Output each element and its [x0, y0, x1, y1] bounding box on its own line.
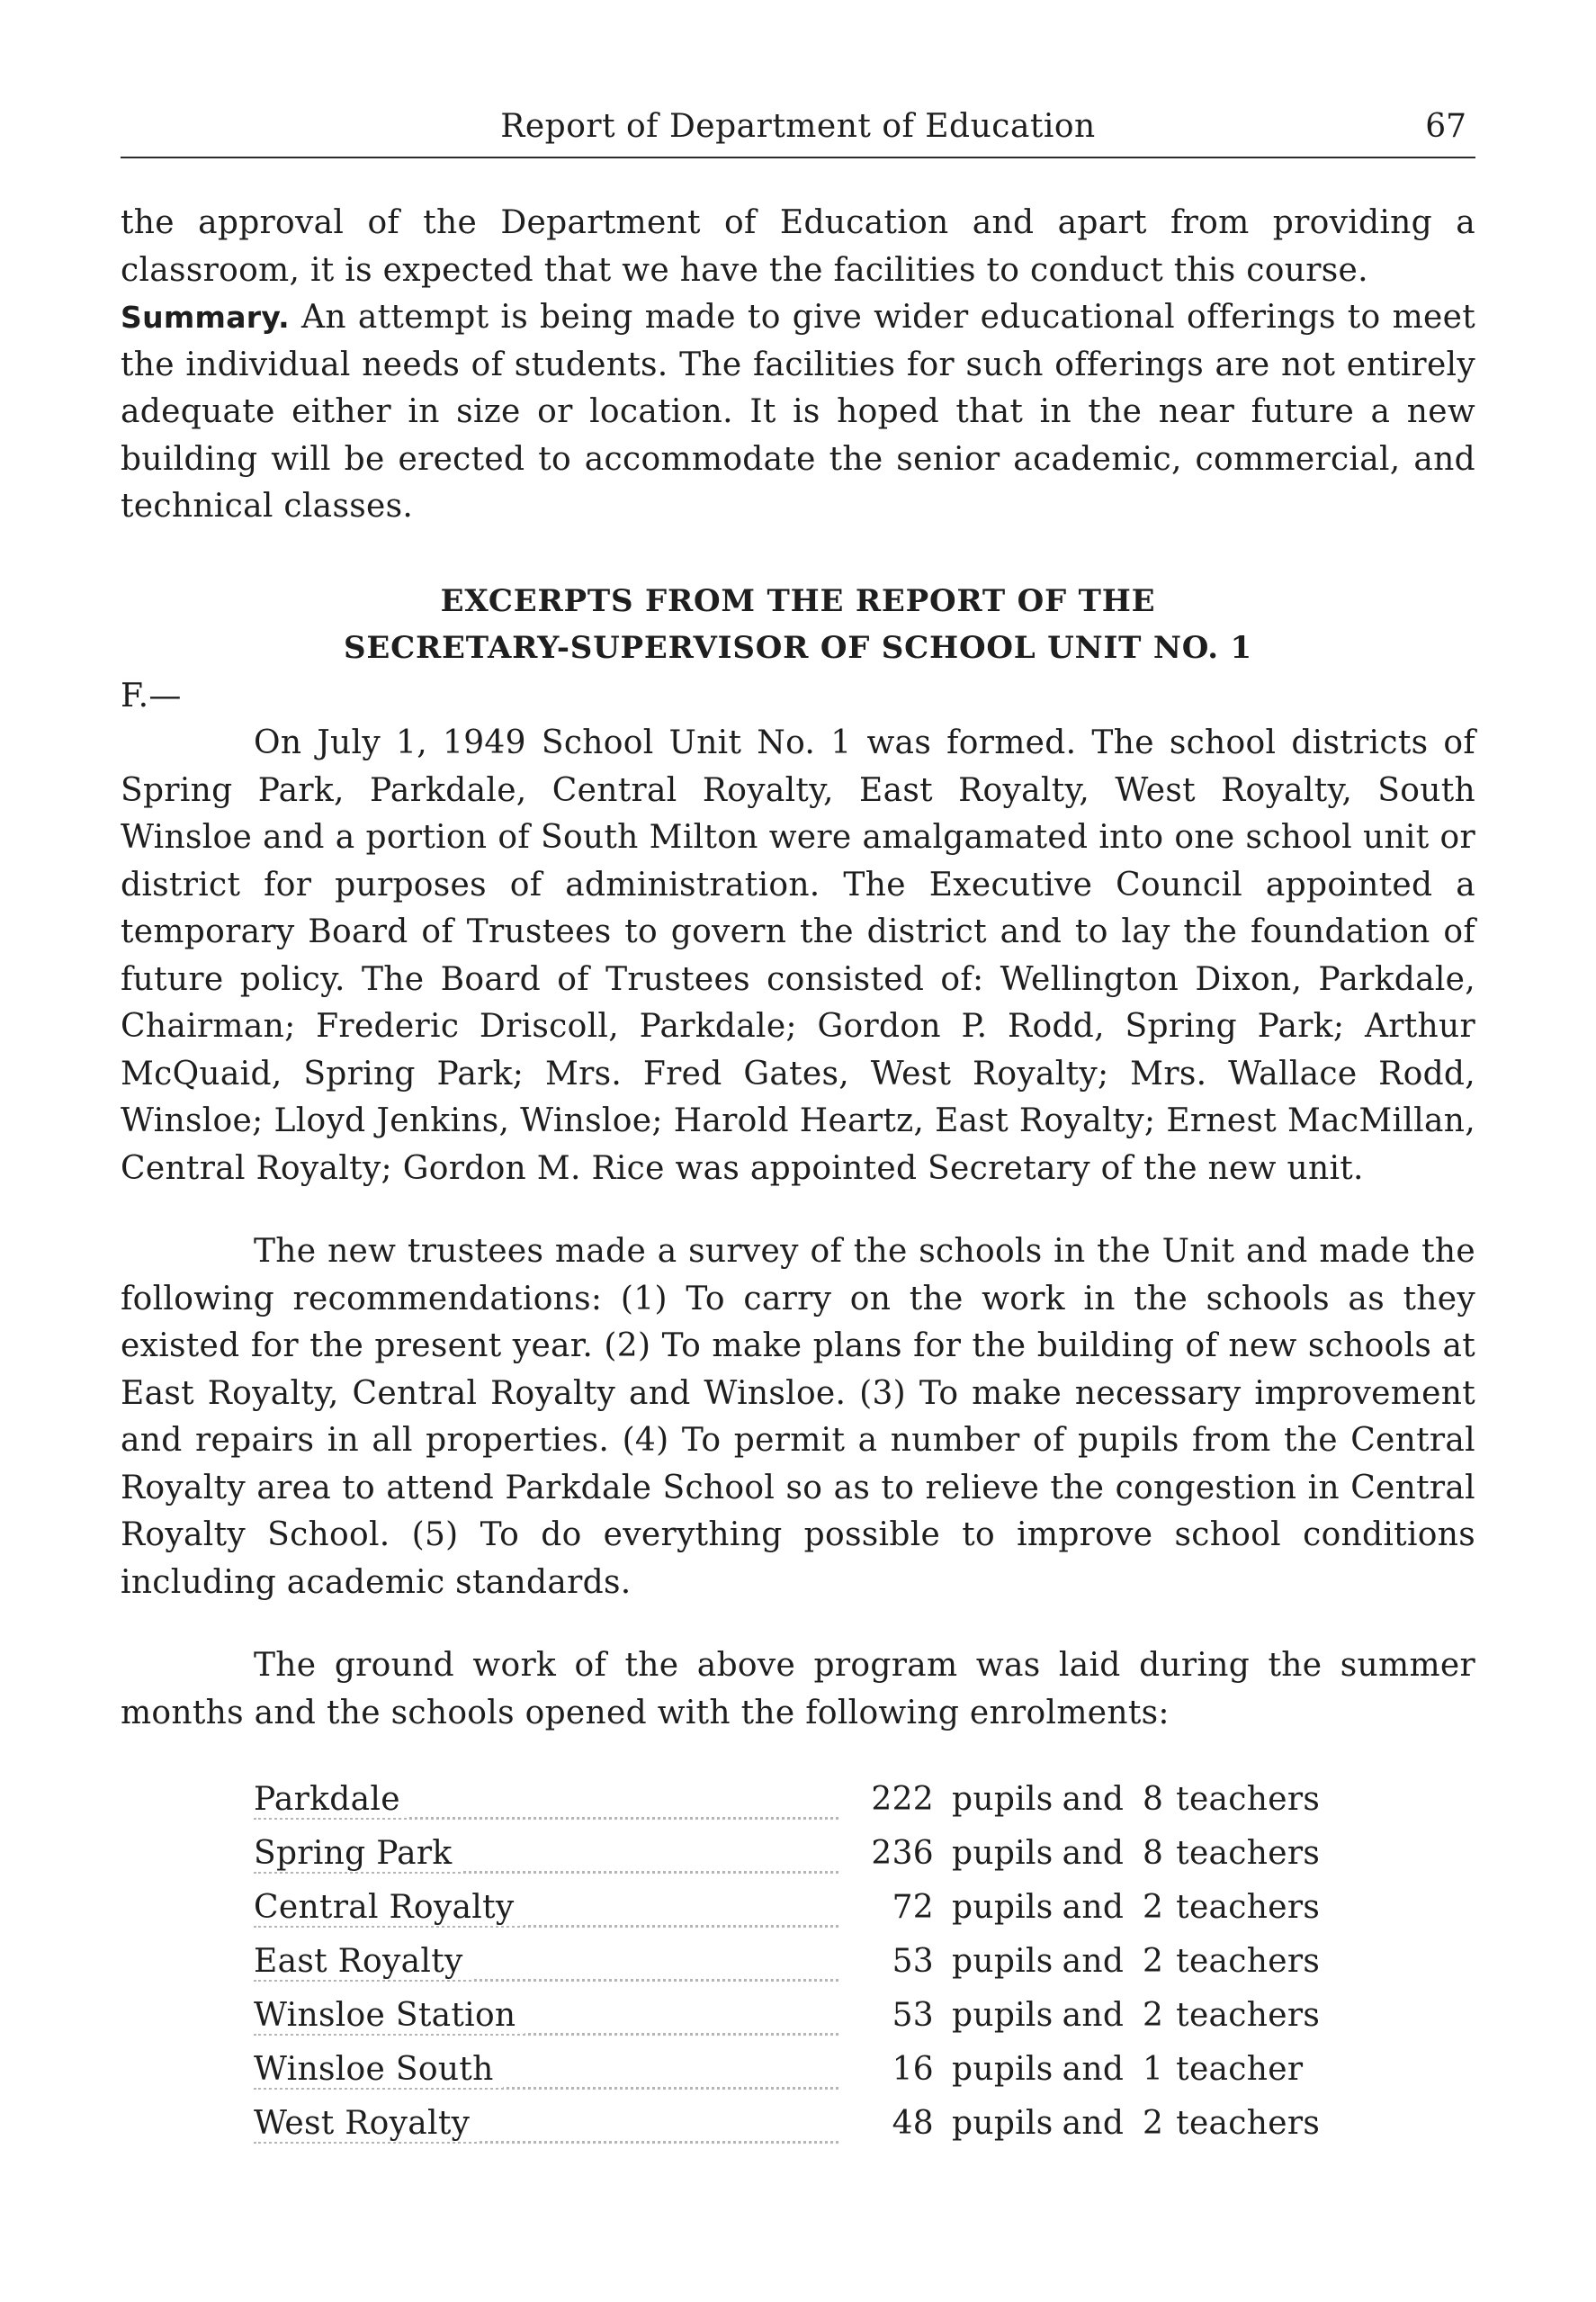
summary-label: Summary.: [121, 300, 290, 335]
teacher-count: 1: [1142, 2051, 1164, 2088]
pupil-count: 48: [892, 2105, 934, 2142]
teachers-word: teachers: [1176, 1997, 1321, 2034]
section-heading: [121, 578, 1475, 671]
school-name: Winsloe South: [254, 2051, 503, 2088]
teachers-word: teachers: [1176, 1835, 1321, 1872]
summary-text: An attempt is being made to give wider educational offerings to meet the individual needs of students. The facilities for such offerings are not entirely adequate either in size or location. It is hoped that in the near future a new building will be erected to accommodate the senior academic, commercial, and technical classes.: [121, 299, 1475, 525]
table-row: [254, 2046, 1320, 2100]
section-label: F.—: [121, 677, 182, 715]
school-name: Spring Park: [254, 1835, 462, 1872]
and-word: and: [1062, 1835, 1125, 1872]
teachers-word: teachers: [1176, 2105, 1321, 2142]
school-name: Central Royalty: [254, 1889, 524, 1926]
paragraph-recommendations: The new trustees made a survey of the schools in the Unit and made the following recommendations: (1) To carry on the work in the schools as they existed for the present year. (2) To make plans for the building of new schools at East Royalty, Central Royalty and Winsloe. (3) To make necessary improvement and repairs in all properties. (4) To permit a number of pupils from the Central Royalty area to attend Parkdale School so as to relieve the congestion in Central Royalty School. (5) To do everything possible to improve school conditions including academic standards.: [121, 1233, 1475, 1601]
school-cell: [254, 1992, 853, 2046]
school-cell: [254, 1938, 853, 1992]
teacher-count: 2: [1142, 1889, 1164, 1926]
pupils-word: pupils: [952, 1997, 1054, 2034]
enrolment-table: [254, 1776, 1320, 2154]
teacher-count: 8: [1142, 1781, 1164, 1818]
pupil-count: 53: [892, 1943, 934, 1980]
teachers-word: teachers: [1176, 1889, 1321, 1926]
pupils-word: pupils: [952, 2105, 1054, 2142]
teachers-word: teacher: [1176, 2051, 1304, 2088]
pupil-count: 236: [871, 1835, 934, 1872]
table-row: [254, 2100, 1320, 2154]
school-name: Parkdale: [254, 1781, 409, 1818]
pupils-word: pupils: [952, 1835, 1054, 1872]
paragraph-enrolments-intro: The ground work of the above program was laid during the summer months and the schools opened with the following enrolments:: [121, 1647, 1475, 1731]
pupil-count: 72: [892, 1889, 934, 1926]
table-row: [254, 1776, 1320, 1830]
page-body: [121, 200, 1475, 2154]
pupils-word: pupils: [952, 1781, 1054, 1818]
pupils-word: pupils: [952, 1889, 1054, 1926]
school-cell: [254, 1830, 853, 1884]
teacher-count: 2: [1142, 2105, 1164, 2142]
school-name: Winsloe Station: [254, 1997, 525, 2034]
running-header: [121, 106, 1475, 158]
school-name: West Royalty: [254, 2105, 479, 2142]
section-heading-line-2: SECRETARY-SUPERVISOR OF SCHOOL UNIT NO. 1: [344, 629, 1252, 666]
page-number: 67: [1425, 108, 1466, 145]
teachers-word: teachers: [1176, 1781, 1321, 1818]
and-word: and: [1062, 1781, 1125, 1818]
running-title: Report of Department of Education: [500, 108, 1096, 145]
pupil-count: 16: [892, 2051, 934, 2088]
teacher-count: 2: [1142, 1997, 1164, 2034]
and-word: and: [1062, 2105, 1125, 2142]
school-cell: [254, 2100, 853, 2154]
and-word: and: [1062, 1889, 1125, 1926]
pupil-count: 53: [892, 1997, 934, 2034]
and-word: and: [1062, 1997, 1125, 2034]
paragraph-unit-formed: On July 1, 1949 School Unit No. 1 was formed. The school districts of Spring Park, Parkdale, Central Royalty, East Royalty, West Royalty, South Winsloe and a portion of South Milton were amalgamated into one school unit or district for purposes of administration. The Executive Council appointed a temporary Board of Trustees to govern the district and to lay the foundation of future policy. The Board of Trustees consisted of: Wellington Dixon, Parkdale, Chairman; Frederic Driscoll, Parkdale; Gordon P. Rodd, Spring Park; Arthur McQuaid, Spring Park; Mrs. Fred Gates, West Royalty; Mrs. Wallace Rodd, Winsloe; Lloyd Jenkins, Winsloe; Harold Heartz, East Royalty; Ernest MacMillan, Central Royalty; Gordon M. Rice was appointed Secretary of the new unit.: [121, 724, 1475, 1187]
teachers-word: teachers: [1176, 1943, 1321, 1980]
table-row: [254, 1992, 1320, 2046]
school-cell: [254, 1776, 853, 1830]
school-cell: [254, 2046, 853, 2100]
school-name: East Royalty: [254, 1943, 472, 1980]
paragraph-continued: [121, 200, 1475, 531]
and-word: and: [1062, 1943, 1125, 1980]
pupils-word: pupils: [952, 1943, 1054, 1980]
teacher-count: 8: [1142, 1835, 1164, 1872]
teacher-count: 2: [1142, 1943, 1164, 1980]
pupil-count: 222: [871, 1781, 934, 1818]
and-word: and: [1062, 2051, 1125, 2088]
enrolment-table-body: [254, 1776, 1320, 2154]
paragraph-continued-text: the approval of the Department of Education and apart from providing a classroom, it is expected that we have the facilities to conduct this course.: [121, 204, 1475, 289]
pupils-word: pupils: [952, 2051, 1054, 2088]
table-row: [254, 1830, 1320, 1884]
table-row: [254, 1884, 1320, 1938]
section-heading-line-1: EXCERPTS FROM THE REPORT OF THE: [440, 582, 1156, 619]
table-row: [254, 1938, 1320, 1992]
school-cell: [254, 1884, 853, 1938]
